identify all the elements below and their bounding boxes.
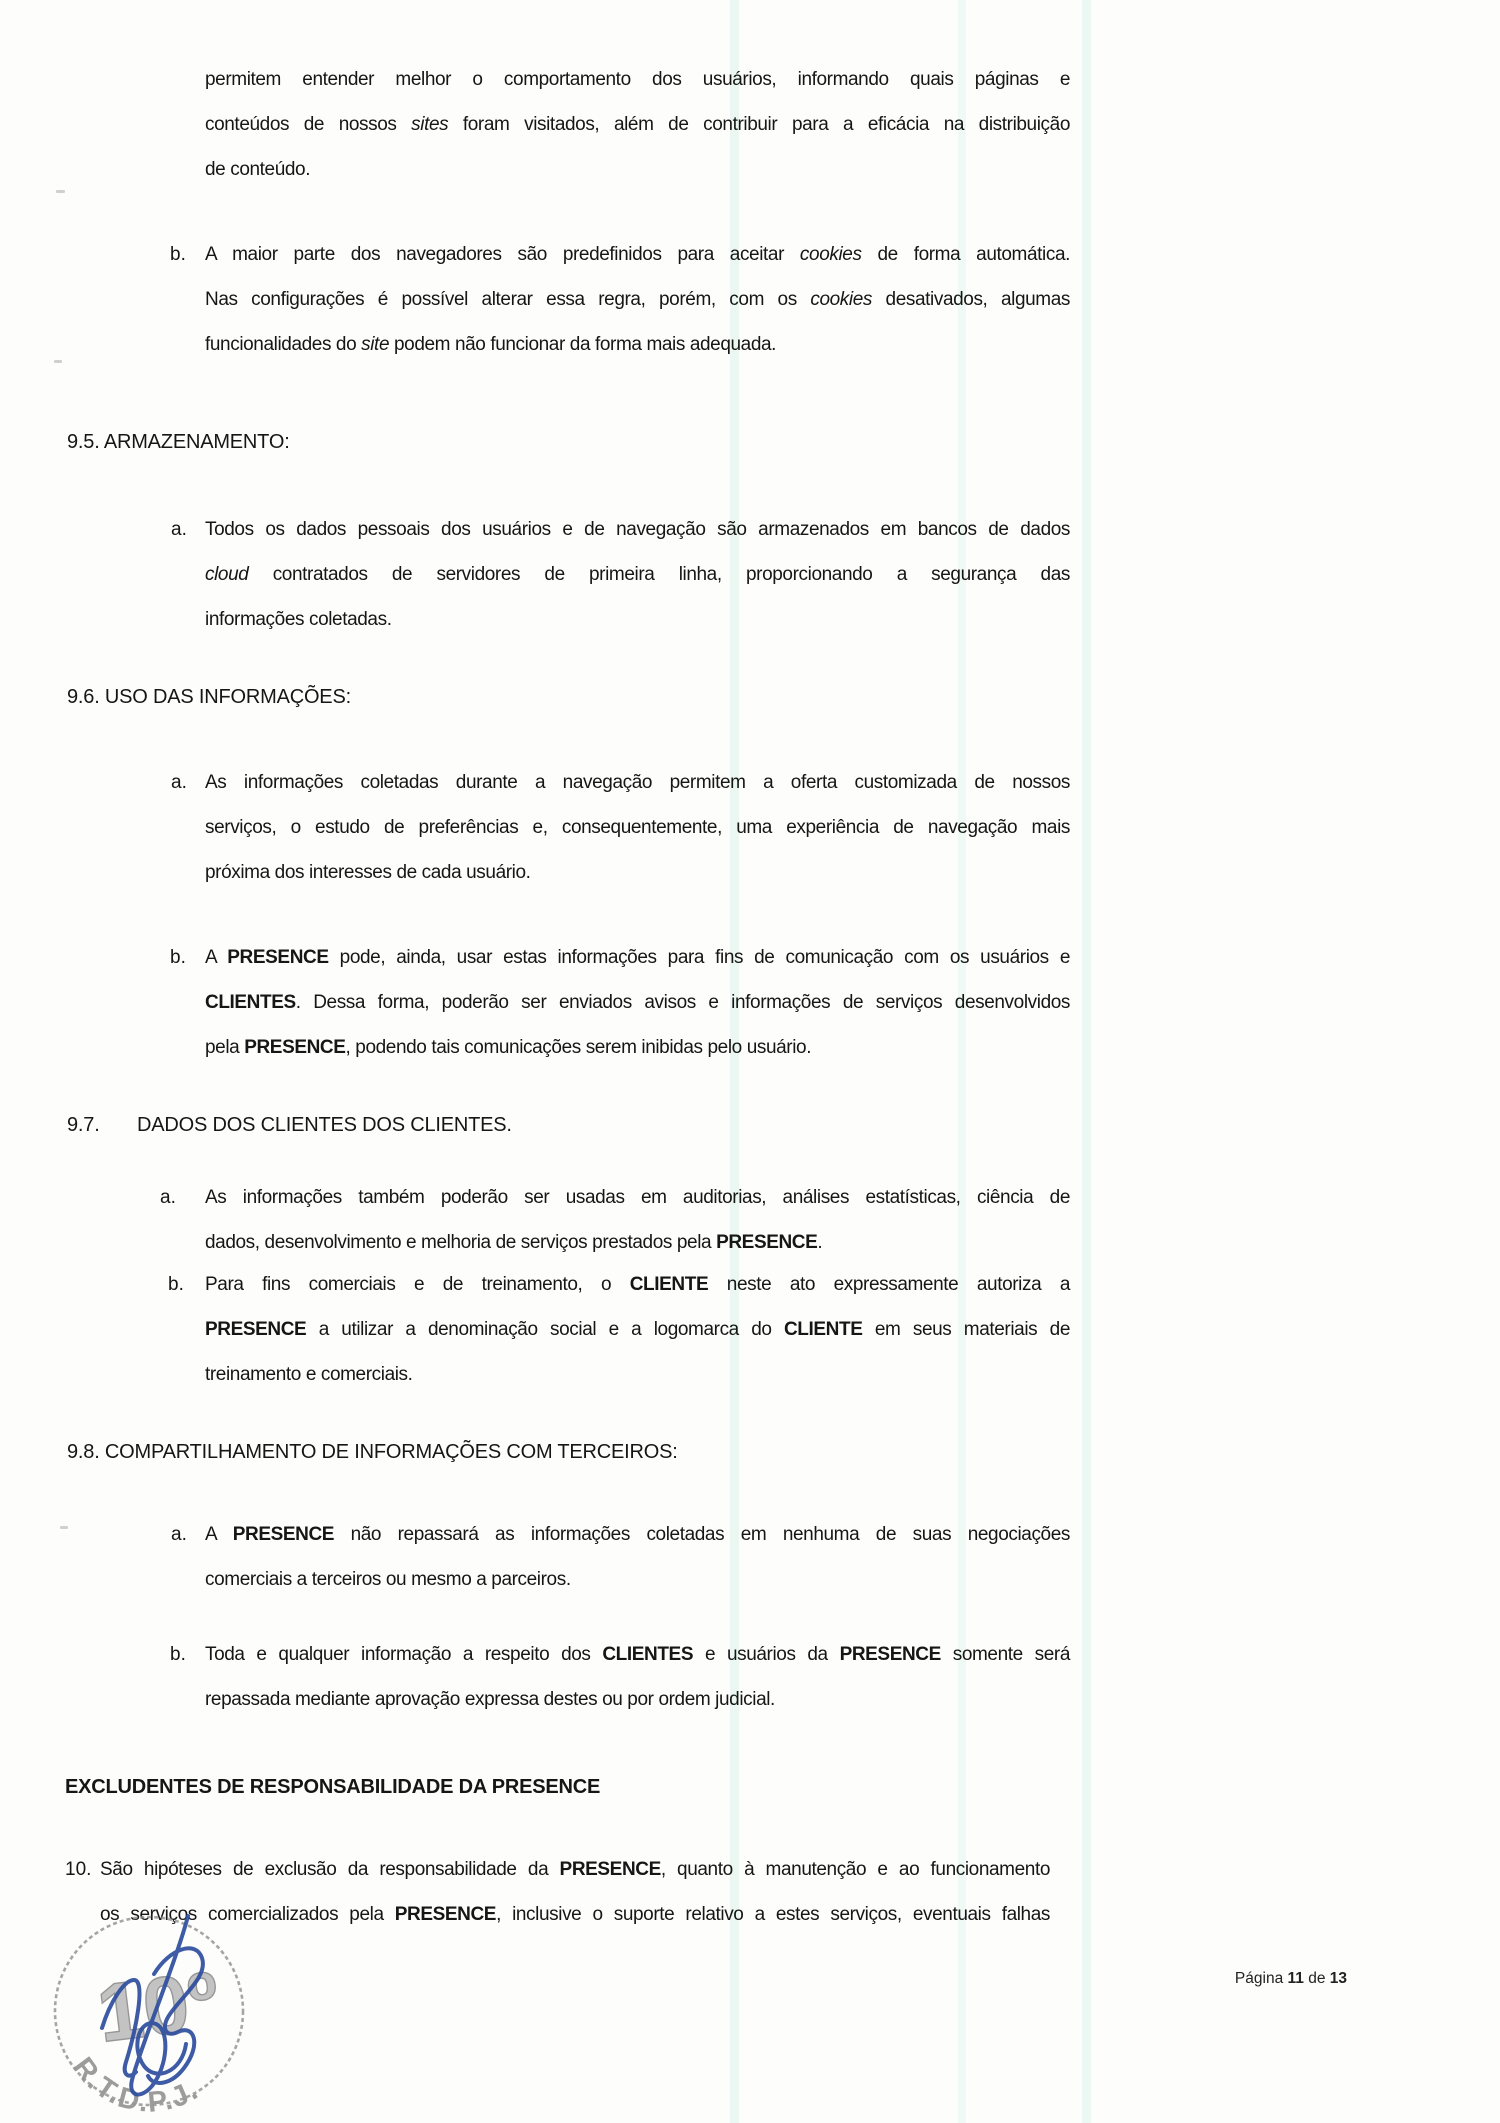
intro-paragraph: permitem entender melhor o comportamento dos usuários, informando quais páginas e conteúdos de nossos sites foram visitados, além de contribuir para a eficácia na distribuição de conteúdo. bbox=[205, 69, 1070, 180]
paragraph-armazenamento-a: Todos os dados pessoais dos usuários e de navegação são armazenados em bancos de dados cloud contratados de servidores de primeira linha, proporcionando a segurança das informações coletadas. bbox=[205, 519, 1070, 630]
scan-speck bbox=[60, 1526, 68, 1529]
list-marker-a: a. bbox=[171, 772, 187, 793]
scan-stripe bbox=[1082, 0, 1091, 2123]
section-heading-excludentes: EXCLUDENTES DE RESPONSABILIDADE DA PRESENCE bbox=[65, 1776, 601, 1798]
list-marker-b: b. bbox=[168, 1274, 184, 1295]
paragraph-dados-clientes-a: As informações também poderão ser usadas em auditorias, análises estatísticas, ciência de dados, desenvolvimento e melhoria de serviços prestados pela PRESENCE. bbox=[205, 1187, 1070, 1253]
paragraph-compartilhamento-b: Toda e qualquer informação a respeito dos CLIENTES e usuários da PRESENCE somente será repassada mediante aprovação expressa destes ou por ordem judicial. bbox=[205, 1644, 1070, 1710]
scan-speck bbox=[54, 360, 62, 363]
section-heading-9-6: 9.6. USO DAS INFORMAÇÕES: bbox=[67, 686, 351, 708]
list-marker-a: a. bbox=[171, 1524, 187, 1545]
stamp-number: 10º bbox=[92, 1954, 224, 2060]
paragraph-uso-informacoes-a: As informações coletadas durante a navegação permitem a oferta customizada de nossos serviços, o estudo de preferências e, consequentemente, uma experiência de navegação mais próxima dos interesses de cada usuário. bbox=[205, 772, 1070, 883]
scan-speck bbox=[56, 190, 65, 193]
paragraph-dados-clientes-b: Para fins comerciais e de treinamento, o CLIENTE neste ato expressamente autoriza a PRESENCE a utilizar a denominação social e a logomarca do CLIENTE em seus materiais de treinamento e comerciais. bbox=[205, 1274, 1070, 1385]
section-number-9-7: 9.7. bbox=[67, 1114, 100, 1136]
section-heading-9-8: 9.8. COMPARTILHAMENTO DE INFORMAÇÕES COM TERCEIROS: bbox=[67, 1441, 678, 1463]
notary-stamp bbox=[36, 1910, 264, 2123]
list-marker-10: 10. bbox=[65, 1859, 92, 1880]
section-heading-9-7: DADOS DOS CLIENTES DOS CLIENTES. bbox=[137, 1114, 512, 1136]
paragraph-cookies-browsers: A maior parte dos navegadores são predefinidos para aceitar cookies de forma automática. Nas configurações é possível alterar essa regra, porém, com os cookies desativados, algumas funcionalidades do site podem não funcionar da forma mais adequada. bbox=[205, 244, 1070, 355]
list-marker-b: b. bbox=[170, 244, 186, 265]
list-marker-a: a. bbox=[171, 519, 187, 540]
section-heading-9-5: 9.5. ARMAZENAMENTO: bbox=[67, 431, 290, 453]
page-number: Página 11 de 13 bbox=[1234, 1970, 1347, 1987]
paragraph-item-10: São hipóteses de exclusão da responsabilidade da PRESENCE, quanto à manutenção e ao funcionamento os serviços comercializados pela PRESENCE, inclusive o suporte relativo a estes serviços, eventuais falhas bbox=[100, 1859, 1050, 1925]
list-marker-a: a. bbox=[160, 1187, 176, 1208]
list-marker-b: b. bbox=[170, 1644, 186, 1665]
stamp-label: R.T.D.P.J. bbox=[66, 2051, 205, 2119]
list-marker-b: b. bbox=[170, 947, 186, 968]
paragraph-compartilhamento-a: A PRESENCE não repassará as informações coletadas em nenhuma de suas negociações comerciais a terceiros ou mesmo a parceiros. bbox=[205, 1524, 1070, 1590]
paragraph-uso-informacoes-b: A PRESENCE pode, ainda, usar estas informações para fins de comunicação com os usuários e CLIENTES. Dessa forma, poderão ser enviados avisos e informações de serviços desenvolvidos pela PRESENCE, podendo tais comunicações serem inibidas pelo usuário. bbox=[205, 947, 1070, 1058]
